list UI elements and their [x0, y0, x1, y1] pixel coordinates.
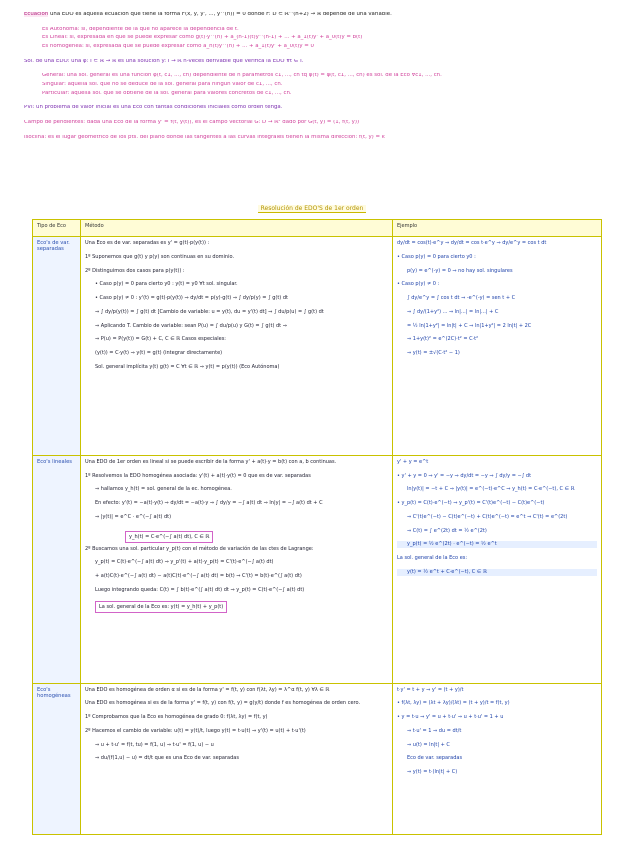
- tipo-cell: Eco's de var. separadas: [33, 237, 81, 456]
- metodo-cell: Una EDO de 1er orden es lineal si se puede escribir de la forma y' + a(t)·y = b(t) con a, b continuas. 1º Resolvemos la EDO homogénea asociada: y'(t) + a(t)·y(t) = 0 que es de var. separadas ⇒ hallamos y_h(t) = sol. general de la ec. homogénea. En efecto: y'(t) = −a(t)·y(t) ⇒ dy/dt = −a(t)·y ⇒ ∫ dy/y = −∫ a(t) dt ⇒ ln|y| = −∫ a(t) dt + C ⇒ |y(t)| = e^C · e^(−∫ a(t) dt) y_h(t) = C·e^(−∫ a(t) dt), C ∈ ℝ 2º Buscamos una sol. particular y_p(t) con el método de variación de las ctes de Lagrange: y_p(t) = C(t)·e^(−∫ a(t) dt) ⇒ y_p'(t) + a(t)·y_p(t) = C'(t)·e^(−∫ a(t) dt) + a(t)C(t)·e^(−∫ a(t) dt) − a(t)C(t)·e^(−∫ a(t) dt) = b(t) ⇒ C'(t) = b(t)·e^(∫ a(t) dt) Luego integrando queda: C(t) = ∫ b(t)·e^(∫ a(t) dt) dt ⇒ y_p(t) = C(t)·e^(−∫ a(t) dt) La sol. general de la Eco es: y(t) = y_h(t) + y_p(t): [81, 455, 393, 683]
- general-solution-box: La sol. general de la Eco es: y(t) = y_h(t) + y_p(t): [95, 601, 227, 614]
- metodo-cell: Una EDO es homogénea de orden α si es de la forma y' = f(t, y) con f(λt, λy) = λ^α f(t, y) ∀λ ∈ ℝ Una EDO es homogénea si es de la forma y' = f(t, y) con f(t, y) = g(y/t) donde f es homogénea de orden cero. 1º Comprobamos que la Eco es homogénea de grado 0: f(λt, λy) = f(t, y) 2º Hacemos el cambio de variable: u(t) = y(t)/t, luego y(t) = t·u(t) ⇒ y'(t) = u(t) + t·u'(t) ⇒ u + t·u' = f(t, tu) = f(1, u) ⇒ t·u' = f(1, u) − u ⇒ du/(f(1,u) − u) = dt/t que es una Eco de var. separadas: [81, 683, 393, 834]
- sol-general: General: una sol. general es una función φ(t, c1, ..., cn) dependiente de n parámetros c1, ..., cn tq φ(t) = φ(t, c1, ..., cn) es sol. de la Eco ∀c1, ..., cn.: [42, 73, 442, 79]
- header-metodo: Método: [81, 220, 393, 237]
- tipo-cell: Eco's homogéneas: [33, 683, 81, 834]
- section-title: Resolución de EDO'S de 1er orden: [0, 205, 624, 212]
- sol-singular: Singular: aquella sol. que no se deduce de la sol. general para ningún valor de c1, ..., cn.: [42, 82, 283, 88]
- homogeneous-solution-box: y_h(t) = C·e^(−∫ a(t) dt), C ∈ ℝ: [125, 531, 213, 543]
- pvi-line: PVI: un problema de valor inicial es una Eco con tantas condiciones iniciales como orden tenga.: [24, 105, 283, 111]
- class-homogenea: Es homogénea: si, expresada que se puede expresar como a_n(t)y^(n) + ... + a_1(t)y' + a_0(t)y = 0: [42, 44, 314, 50]
- metodo-cell: Una Eco es de var. separadas es y' = g(t)·p(y(t)) : 1º Suponemos que g(t) y p(y) son continuas en su dominio. 2º Distinguimos dos casos para p(y(t)) : • Caso p(y) = 0 para cierto y0 : y(t) = y0 ∀t sol. singular. • Caso p(y) ≠ 0 : y'(t) = g(t)·p(y(t)) ⇒ dy/dt = p(y)·g(t) ⇒ ∫ dy/p(y) = ∫ g(t) dt ⇒ ∫ dy/p(y(t)) = ∫ g(t) dt [Cambio de variable: u = y(t), du = y'(t) dt] ⇒ ∫ du/p(u) = ∫ g(t) dt ⇒ Aplicando T. Cambio de variable: sean P(u) = ∫ du/p(u) y G(t) = ∫ g(t) dt ⇒ ⇒ P(u) = P(y(t)) = G(t) + C, C ∈ ℝ Casos especiales: (y(t)) = C·y(t) ⇒ y(t) = g(t) (integrar directamente) Sol. general implícita y(t) g(t) = C ∀t ∈ ℝ ⇒ y(t) = p(y(t)) (Eco Autónoma): [81, 237, 393, 456]
- ejemplo-cell: t·y' = t + y ⇒ y' = (t + y)/t • f(λt, λy) = (λt + λy)/(λt) = (t + y)/t = f(t, y) • y = t·u ⇒ y' = u + t·u' ⇒ u + t·u' = 1 + u ⇒ t·u' = 1 ⇒ du = dt/t ⇒ u(t) = ln|t| + C Eco de var. separadas ⇒ y(t) = t·(ln|t| + C): [393, 683, 602, 834]
- def-term: Ecuación: [24, 12, 49, 17]
- isoclina-line: Isoclina: es el lugar geométrico de los pts. del plano donde las tangentes a las curvas integrales tienen la misma dirección: f(t, y) = k: [24, 134, 385, 140]
- header-tipo: Tipo de Eco: [33, 220, 81, 237]
- class-autonoma: Es Autónoma: si, dependiente de la que no aparece la dependencia de t.: [42, 26, 239, 32]
- definitions-header: [24, 12, 606, 143]
- campo-line: Campo de pendientes: dada una Eco de la forma y' = f(t, y(t)), es el campo vectorial G: D → ℝ² dado por G(t, y) = (1, f(t, y)): [24, 120, 360, 126]
- table-row: [33, 237, 602, 456]
- ejemplo-cell: y' + y = e^t • y' + y = 0 ⇒ y' = −y ⇒ dy/dt = −y ⇒ ∫ dy/y = −∫ dt ln|y(t)| = −t + C ⇒ |y(t)| = e^(−t)·e^C ⇒ y_h(t) = C·e^(−t), C ∈ ℝ • y_p(t) = C(t)·e^(−t) ⇒ y_p'(t) = C'(t)e^(−t) − C(t)e^(−t) ⇒ C'(t)e^(−t) − C(t)e^(−t) + C(t)e^(−t) = e^t ⇒ C'(t) = e^(2t) ⇒ C(t) = ∫ e^(2t) dt = ½ e^(2t) y_p(t) = ½ e^(2t) · e^(−t) = ½ e^t La sol. general de la Eco es: y(t) = ½ e^t + C·e^(−t), C ∈ ℝ: [393, 455, 602, 683]
- class-lineal: Es Lineal: si, expresada en que se puede expresar como g(t)·y^(n) + a_(n-1)(t)y^(n-1) + ... + a_1(t)y' + a_0(t)y = b(t): [42, 35, 363, 41]
- table-row: [33, 683, 602, 834]
- table-row: [33, 455, 602, 683]
- methods-table: [32, 219, 602, 835]
- sol-line: Sol. de una EDO: una φ: I ⊂ ℝ → ℝ es una solución y: I → ℝ n-veces derivable que verifica la EDO ∀t ∈ I.: [24, 58, 304, 64]
- tipo-cell: Eco's lineales: [33, 455, 81, 683]
- ejemplo-cell: dy/dt = cos(t)·e^y ⇒ dy/dt = cos t·e^y ⇒ dy/e^y = cos t dt • Caso p(y) = 0 para cierto y0 : p(y) = e^(-y) = 0 ⇒ no hay sol. singulares • Caso p(y) ≠ 0 : ∫ dy/e^y = ∫ cos t dt ⇒ -e^(-y) = sen t + C ⇒ ∫ dy/(1+y²) ... ⇒ ln|...| = ln|...| + C = ½ ln|1+y²| = ln|t| + C ⇒ ln|1+y²| = 2 ln|t| + 2C ⇒ 1+y(t)² = e^(2C)·t² = C·t² ⇒ y(t) = ±√(C·t² − 1): [393, 237, 602, 456]
- header-ejemplo: Ejemplo: [393, 220, 602, 237]
- sol-particular: Particular: aquella sol. que se obtiene de la sol. general para valores concretos de c1, ..., cn.: [42, 90, 292, 96]
- table-header-row: [33, 220, 602, 237]
- def-line: Ecuación una EDO es aquella ecuación que tiene la forma F(x, y, y', ..., y^(n)) = 0 donde F: D ⊂ ℝ^(n+2) → ℝ depende de una variable.: [24, 12, 392, 17]
